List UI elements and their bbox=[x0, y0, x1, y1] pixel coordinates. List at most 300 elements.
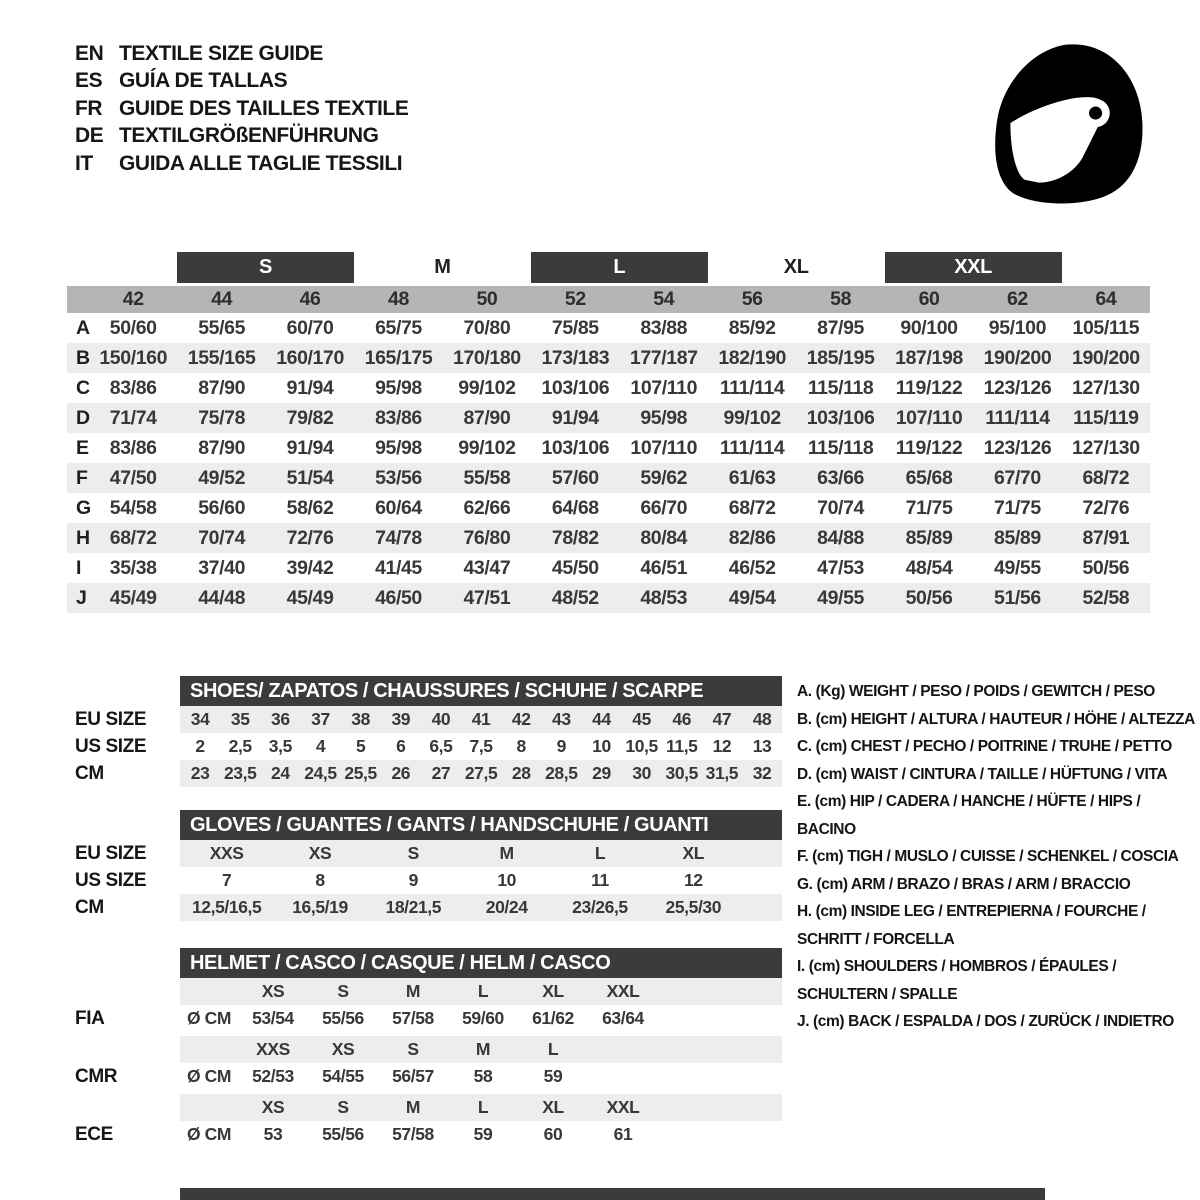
measurement-value: 78/82 bbox=[551, 526, 599, 549]
size-number-header: 44 bbox=[211, 288, 233, 310]
size-value: 27 bbox=[431, 763, 451, 783]
size-value: 44 bbox=[592, 709, 611, 729]
size-value: 37 bbox=[311, 709, 330, 729]
language-code: ES bbox=[75, 69, 103, 93]
helmet-size-value: 54/55 bbox=[322, 1066, 364, 1086]
size-number-header: 62 bbox=[1006, 288, 1028, 310]
helmet-size-value: 59 bbox=[473, 1124, 493, 1144]
measurement-value: 48/52 bbox=[551, 586, 599, 609]
measurement-value: 51/56 bbox=[994, 586, 1041, 609]
measurement-value: 46/50 bbox=[375, 586, 422, 609]
helmet-size-value: 55/56 bbox=[322, 1124, 364, 1144]
measurement-value: 60/64 bbox=[375, 496, 422, 519]
language-title: GUIDE DES TAILLES TEXTILE bbox=[119, 96, 409, 120]
language-item bbox=[75, 95, 408, 123]
section-header-row bbox=[75, 810, 782, 840]
measurement-value: 39/42 bbox=[286, 556, 334, 579]
size-value: 24,5 bbox=[304, 763, 337, 783]
band-spacer bbox=[1062, 252, 1150, 283]
measurement-value: 55/58 bbox=[463, 466, 511, 489]
helmet-size-label: XXL bbox=[606, 981, 640, 1001]
measurement-value: 190/200 bbox=[1072, 346, 1140, 369]
row-values bbox=[180, 894, 782, 921]
measurement-value: 66/70 bbox=[640, 496, 688, 519]
measurement-value: 48/53 bbox=[640, 586, 688, 609]
measurement-value: 47/50 bbox=[109, 466, 157, 489]
measurement-value: 127/130 bbox=[1072, 376, 1140, 399]
measurement-value: 49/55 bbox=[994, 556, 1041, 579]
legend-entry: G. (cm) ARM / BRAZO / BRAS / ARM / BRACCIO bbox=[797, 875, 1131, 893]
helmet-size-label: M bbox=[405, 981, 421, 1001]
size-value: 2 bbox=[195, 736, 205, 756]
language-title: GUIDA ALLE TAGLIE TESSILI bbox=[119, 151, 403, 175]
standard-label: FIA bbox=[75, 1007, 105, 1029]
label-spacer bbox=[75, 948, 180, 978]
measurement-value: 47/51 bbox=[463, 586, 511, 609]
measurement-value: 83/88 bbox=[640, 316, 688, 339]
measurement-value: 43/47 bbox=[463, 556, 511, 579]
helmet-size-label: XS bbox=[331, 1039, 355, 1059]
size-value: 36 bbox=[271, 709, 290, 729]
measurement-value: 187/198 bbox=[895, 346, 963, 369]
measurement-value: 70/80 bbox=[463, 316, 511, 339]
size-number-header-row bbox=[67, 286, 1150, 313]
size-value: 45 bbox=[632, 709, 651, 729]
measurement-value: 51/54 bbox=[286, 466, 334, 489]
size-value: S bbox=[407, 843, 419, 863]
measurement-row bbox=[67, 583, 1150, 613]
size-value: 47 bbox=[712, 709, 732, 729]
size-value: 6 bbox=[396, 736, 406, 756]
measurement-value: 58/62 bbox=[286, 496, 334, 519]
size-value: 11 bbox=[591, 870, 609, 890]
language-list bbox=[75, 40, 408, 178]
measurement-value: 71/75 bbox=[994, 496, 1041, 519]
helmet-sizes bbox=[180, 1036, 782, 1063]
helmet-value-row bbox=[75, 1005, 782, 1032]
size-value: 48 bbox=[752, 709, 772, 729]
measurement-value: 85/89 bbox=[994, 526, 1041, 549]
size-value: 42 bbox=[511, 709, 531, 729]
size-number-header: 56 bbox=[741, 288, 763, 310]
measurement-value: 59/62 bbox=[640, 466, 688, 489]
measurement-value: 65/68 bbox=[905, 466, 953, 489]
size-number-header: 42 bbox=[122, 288, 144, 310]
size-value: 40 bbox=[431, 709, 451, 729]
measurement-value: 103/106 bbox=[541, 376, 610, 399]
measurement-value: 87/90 bbox=[198, 436, 246, 459]
measurement-value: 70/74 bbox=[817, 496, 864, 519]
row-letter: A bbox=[76, 316, 90, 339]
measurement-value: 67/70 bbox=[994, 466, 1041, 489]
size-value: 31,5 bbox=[705, 763, 739, 783]
size-value: 8 bbox=[315, 870, 325, 890]
measurement-value: 63/66 bbox=[817, 466, 864, 489]
language-item bbox=[75, 68, 408, 96]
language-title: TEXTILE SIZE GUIDE bbox=[119, 41, 323, 65]
helmet-value-row bbox=[75, 1121, 782, 1148]
size-value: 7,5 bbox=[469, 736, 493, 756]
measurement-value: 83/86 bbox=[375, 406, 422, 429]
size-value: 20/24 bbox=[485, 897, 528, 917]
language-title: GUÍA DE TALLAS bbox=[119, 69, 288, 93]
measurement-value: 123/126 bbox=[983, 436, 1052, 459]
helmet-size-label: S bbox=[407, 1039, 419, 1059]
measurement-value: 177/187 bbox=[629, 346, 698, 369]
measurement-value: 49/55 bbox=[817, 586, 864, 609]
measurement-value: 83/86 bbox=[109, 436, 157, 459]
size-value: 11,5 bbox=[666, 736, 698, 756]
gloves-title: GLOVES / GUANTES / GANTS / HANDSCHUHE / GUANTI bbox=[180, 810, 782, 840]
helmet-size-value: 53/54 bbox=[252, 1008, 294, 1028]
measurement-rows bbox=[67, 313, 1150, 613]
measurement-value: 72/76 bbox=[1082, 496, 1130, 519]
measurement-value: 107/110 bbox=[630, 376, 698, 399]
size-value: L bbox=[594, 843, 606, 863]
size-row bbox=[75, 894, 782, 921]
size-value: 10,5 bbox=[625, 736, 658, 756]
helmet-title: HELMET / CASCO / CASQUE / HELM / CASCO bbox=[180, 948, 782, 978]
size-value: XS bbox=[308, 843, 332, 863]
helmet-size-value: 53 bbox=[263, 1124, 283, 1144]
measurement-value: 115/119 bbox=[1073, 406, 1139, 429]
measurement-value: 71/75 bbox=[905, 496, 953, 519]
row-label: EU SIZE bbox=[75, 708, 147, 730]
helmet-size-value: 57/58 bbox=[392, 1008, 434, 1028]
size-value: XXS bbox=[209, 843, 244, 863]
row-letter: C bbox=[76, 376, 90, 399]
label-spacer bbox=[75, 676, 180, 706]
language-code: EN bbox=[75, 41, 104, 65]
helmet-value-row bbox=[75, 1063, 782, 1090]
row-letter: B bbox=[76, 346, 90, 369]
measurement-value: 182/190 bbox=[718, 346, 787, 369]
row-label: CM bbox=[75, 762, 104, 784]
size-group-l: L bbox=[531, 252, 708, 283]
row-letter: F bbox=[76, 466, 88, 489]
helmet-size-value: 60 bbox=[543, 1124, 563, 1144]
size-value: 5 bbox=[355, 736, 366, 756]
helmet-size-header-row bbox=[75, 978, 782, 1005]
row-values bbox=[180, 733, 782, 760]
language-code: DE bbox=[75, 124, 104, 148]
size-value: 23 bbox=[190, 763, 210, 783]
size-value: 38 bbox=[351, 709, 370, 729]
size-group-xxl: XXL bbox=[885, 252, 1062, 283]
size-group-header-row bbox=[67, 252, 1150, 283]
measurement-value: 95/98 bbox=[375, 376, 422, 399]
helmet-size-value: 56/57 bbox=[392, 1066, 434, 1086]
size-value: 28 bbox=[511, 763, 531, 783]
measurement-value: 119/122 bbox=[895, 376, 963, 399]
helmet-size-value: 58 bbox=[473, 1066, 493, 1086]
measurement-value: 95/98 bbox=[375, 436, 422, 459]
measurement-value: 95/98 bbox=[640, 406, 688, 429]
size-value: 10 bbox=[497, 870, 516, 890]
measurement-value: 79/82 bbox=[286, 406, 334, 429]
size-value: 25,5/30 bbox=[665, 897, 722, 917]
size-value: 41 bbox=[471, 709, 491, 729]
row-letter: D bbox=[76, 406, 90, 429]
measurement-value: 76/80 bbox=[463, 526, 511, 549]
measurement-value: 95/100 bbox=[988, 316, 1047, 339]
measurement-value: 83/86 bbox=[109, 376, 157, 399]
cutoff-header-band bbox=[180, 1188, 1045, 1200]
textile-size-table bbox=[67, 252, 1150, 613]
helmet-size-label: XL bbox=[542, 981, 564, 1001]
section-header-row bbox=[75, 676, 782, 706]
size-value: 10 bbox=[592, 736, 611, 756]
language-code: FR bbox=[75, 96, 103, 120]
helmet-size-value: 55/56 bbox=[322, 1008, 364, 1028]
size-value: 27,5 bbox=[464, 763, 498, 783]
helmet-size-value: 59/60 bbox=[462, 1008, 504, 1028]
size-value: 4 bbox=[315, 736, 326, 756]
measurement-value: 74/78 bbox=[375, 526, 422, 549]
measurement-value: 80/84 bbox=[640, 526, 688, 549]
row-label: CM bbox=[75, 896, 104, 918]
helmet-size-label: XXL bbox=[606, 1097, 640, 1117]
helmet-size-value: 61/62 bbox=[532, 1008, 574, 1028]
language-title: TEXTILGRÖßENFÜHRUNG bbox=[119, 124, 379, 148]
measurement-value: 68/72 bbox=[109, 526, 157, 549]
row-letter: J bbox=[76, 586, 87, 609]
row-label: EU SIZE bbox=[75, 842, 147, 864]
size-group-m: M bbox=[434, 256, 451, 278]
measurement-value: 99/102 bbox=[458, 376, 516, 399]
size-group-xl: XL bbox=[783, 256, 809, 278]
helmet-size-header-row bbox=[75, 1036, 782, 1063]
helmet-size-label: S bbox=[337, 1097, 349, 1117]
measurement-value: 105/115 bbox=[1072, 316, 1140, 339]
size-number-header: 48 bbox=[388, 288, 409, 310]
row-label: US SIZE bbox=[75, 735, 147, 757]
measurement-value: 64/68 bbox=[551, 496, 599, 519]
row-label: US SIZE bbox=[75, 869, 147, 891]
measurement-value: 103/106 bbox=[541, 436, 610, 459]
size-number-header: 60 bbox=[918, 288, 940, 310]
measurement-value: 115/118 bbox=[807, 376, 874, 399]
helmet-size-label: XL bbox=[542, 1097, 564, 1117]
legend-entry: C. (cm) CHEST / PECHO / POITRINE / TRUHE / PETTO bbox=[797, 738, 1172, 755]
label-spacer bbox=[75, 810, 180, 840]
measurement-value: 111/114 bbox=[985, 406, 1050, 429]
measurement-value: 87/95 bbox=[817, 316, 864, 339]
size-value: 6,5 bbox=[429, 736, 453, 756]
shoes-size-table bbox=[75, 676, 782, 787]
size-value: 8 bbox=[516, 736, 526, 756]
measurement-value: 99/102 bbox=[723, 406, 781, 429]
measurement-value: 48/54 bbox=[905, 556, 953, 579]
measurement-value: 37/40 bbox=[198, 556, 246, 579]
size-value: 18/21,5 bbox=[385, 897, 442, 917]
measurement-row bbox=[67, 523, 1150, 553]
size-value: 23/26,5 bbox=[572, 897, 628, 917]
helmet-size-header-row bbox=[75, 1094, 782, 1121]
measurement-value: 35/38 bbox=[109, 556, 157, 579]
language-item bbox=[75, 123, 408, 151]
size-value: 30,5 bbox=[665, 763, 698, 783]
legend-entry: A. (Kg) WEIGHT / PESO / POIDS / GEWITCH / PESO bbox=[797, 683, 1155, 700]
band-spacer bbox=[67, 252, 177, 283]
label-spacer bbox=[75, 1036, 180, 1063]
measurement-value: 68/72 bbox=[1082, 466, 1130, 489]
measurement-value: 49/52 bbox=[198, 466, 246, 489]
size-value: 43 bbox=[552, 709, 571, 729]
measurement-value: 45/50 bbox=[551, 556, 599, 579]
measurement-value: 52/58 bbox=[1082, 586, 1130, 609]
legend-entry: I. (cm) SHOULDERS / HOMBROS / ÉPAULES / SCHULTERN / SPALLE bbox=[797, 958, 1117, 1003]
helmet-size-value: 59 bbox=[543, 1066, 563, 1086]
measurement-value: 115/118 bbox=[807, 436, 874, 459]
helmet-size-value: 63/64 bbox=[602, 1008, 644, 1028]
measurement-value: 47/53 bbox=[817, 556, 864, 579]
legend-entry: H. (cm) INSIDE LEG / ENTREPIERNA / FOURCHE / SCHRITT / FORCELLA bbox=[797, 903, 1146, 948]
row-values bbox=[180, 706, 782, 733]
size-value: XL bbox=[682, 843, 705, 863]
measurement-value: 45/49 bbox=[109, 586, 157, 609]
measurement-value: 53/56 bbox=[375, 466, 422, 489]
gloves-size-table bbox=[75, 810, 782, 921]
measurement-value: 72/76 bbox=[286, 526, 334, 549]
diameter-unit-label: Ø CM bbox=[186, 1124, 232, 1144]
measurement-value: 71/74 bbox=[109, 406, 157, 429]
legend-entry: D. (cm) WAIST / CINTURA / TAILLE / HÜFTUNG / VITA bbox=[797, 765, 1168, 783]
measurement-value: 41/45 bbox=[375, 556, 422, 579]
measurement-value: 62/66 bbox=[463, 496, 511, 519]
language-item bbox=[75, 150, 408, 178]
measurement-value: 127/130 bbox=[1072, 436, 1140, 459]
measurement-value: 50/56 bbox=[905, 586, 953, 609]
helmet-size-label: M bbox=[405, 1097, 421, 1117]
row-letter: I bbox=[76, 556, 82, 579]
measurement-value: 170/180 bbox=[453, 346, 521, 369]
size-value: 7 bbox=[221, 870, 232, 890]
measurement-value: 99/102 bbox=[458, 436, 516, 459]
size-value: 24 bbox=[271, 763, 290, 783]
measurement-value: 91/94 bbox=[286, 376, 334, 399]
measurement-value: 190/200 bbox=[983, 346, 1052, 369]
size-value: 9 bbox=[556, 736, 566, 756]
measurement-row bbox=[67, 463, 1150, 493]
measurement-row bbox=[67, 403, 1150, 433]
helmet-size-value: 52/53 bbox=[252, 1066, 294, 1086]
row-values bbox=[180, 840, 782, 867]
measurement-value: 84/88 bbox=[817, 526, 864, 549]
measurement-row bbox=[67, 313, 1150, 343]
size-value: 13 bbox=[752, 736, 772, 756]
legend-entry: J. (cm) BACK / ESPALDA / DOS / ZURÜCK / INDIETRO bbox=[797, 1013, 1174, 1030]
diameter-unit-label: Ø CM bbox=[186, 1008, 232, 1028]
size-value: 12 bbox=[683, 870, 703, 890]
measurement-value: 50/60 bbox=[109, 316, 157, 339]
measurement-row bbox=[67, 373, 1150, 403]
helmet-size-table bbox=[75, 948, 782, 1148]
language-code: IT bbox=[75, 151, 93, 175]
helmet-size-label: S bbox=[337, 981, 349, 1001]
helmet-values bbox=[180, 1063, 782, 1090]
helmet-size-label: L bbox=[477, 981, 489, 1001]
measurement-value: 61/63 bbox=[728, 466, 776, 489]
size-value: 3,5 bbox=[268, 736, 292, 756]
measurement-value: 155/165 bbox=[187, 346, 256, 369]
size-number-header: 58 bbox=[830, 288, 852, 310]
size-value: 29 bbox=[592, 763, 611, 783]
helmet-size-label: XXS bbox=[256, 1039, 290, 1059]
size-row bbox=[75, 706, 782, 733]
helmet-size-value: 61 bbox=[613, 1124, 633, 1144]
size-value: 39 bbox=[391, 709, 411, 729]
measurement-value: 91/94 bbox=[286, 436, 334, 459]
measurement-value: 60/70 bbox=[286, 316, 334, 339]
measurement-value: 111/114 bbox=[719, 376, 785, 399]
label-spacer bbox=[75, 978, 180, 1005]
size-value: 2,5 bbox=[228, 736, 252, 756]
measurement-row bbox=[67, 433, 1150, 463]
measurement-value: 57/60 bbox=[551, 466, 599, 489]
measurement-value: 65/75 bbox=[375, 316, 422, 339]
size-value: 46 bbox=[672, 709, 692, 729]
helmet-sizes bbox=[180, 978, 782, 1005]
label-spacer bbox=[75, 1094, 180, 1121]
helmet-size-value: 57/58 bbox=[392, 1124, 434, 1144]
size-row bbox=[75, 840, 782, 867]
helmet-size-label: M bbox=[475, 1039, 491, 1059]
size-value: 12 bbox=[712, 736, 732, 756]
measurement-value: 55/65 bbox=[198, 316, 246, 339]
size-value: 26 bbox=[391, 763, 411, 783]
measurement-value: 119/122 bbox=[895, 436, 963, 459]
size-value: 23,5 bbox=[223, 763, 257, 783]
measurement-value: 75/85 bbox=[551, 316, 599, 339]
measurement-value: 123/126 bbox=[983, 376, 1052, 399]
legend-entry: B. (cm) HEIGHT / ALTURA / HAUTEUR / HÖHE / ALTEZZA bbox=[797, 710, 1195, 728]
row-letter: E bbox=[76, 436, 89, 459]
measurement-value: 44/48 bbox=[198, 586, 246, 609]
size-value: M bbox=[499, 843, 514, 863]
size-value: 30 bbox=[632, 763, 651, 783]
measurement-value: 75/78 bbox=[198, 406, 246, 429]
measurement-value: 46/52 bbox=[728, 556, 776, 579]
measurement-row bbox=[67, 553, 1150, 583]
row-values bbox=[180, 867, 782, 894]
size-number-header: 54 bbox=[653, 288, 675, 310]
helmet-size-label: L bbox=[477, 1097, 489, 1117]
helmet-values bbox=[180, 1005, 782, 1032]
measurement-value: 91/94 bbox=[551, 406, 599, 429]
measurement-value: 87/90 bbox=[463, 406, 511, 429]
size-number-header: 50 bbox=[476, 288, 498, 310]
size-value: 32 bbox=[752, 763, 772, 783]
size-row bbox=[75, 760, 782, 787]
standard-label: ECE bbox=[75, 1123, 113, 1145]
helmet-values bbox=[180, 1121, 782, 1148]
measurement-value: 103/106 bbox=[806, 406, 875, 429]
measurement-value: 50/56 bbox=[1082, 556, 1130, 579]
legend-entry: F. (cm) TIGH / MUSLO / CUISSE / SCHENKEL / COSCIA bbox=[797, 848, 1179, 865]
standard-label: CMR bbox=[75, 1065, 118, 1087]
measurement-row bbox=[67, 493, 1150, 523]
helmet-size-label: L bbox=[547, 1039, 559, 1059]
measurement-value: 46/51 bbox=[640, 556, 688, 579]
helmet-size-label: XS bbox=[261, 981, 285, 1001]
measurement-value: 87/91 bbox=[1082, 526, 1130, 549]
measurement-value: 90/100 bbox=[900, 316, 958, 339]
size-row bbox=[75, 867, 782, 894]
legend-entry: E. (cm) HIP / CADERA / HANCHE / HÜFTE / HIPS / BACINO bbox=[797, 793, 1141, 838]
shoes-title: SHOES/ ZAPATOS / CHAUSSURES / SCHUHE / SCARPE bbox=[180, 676, 782, 706]
measurement-value: 111/114 bbox=[719, 436, 785, 459]
